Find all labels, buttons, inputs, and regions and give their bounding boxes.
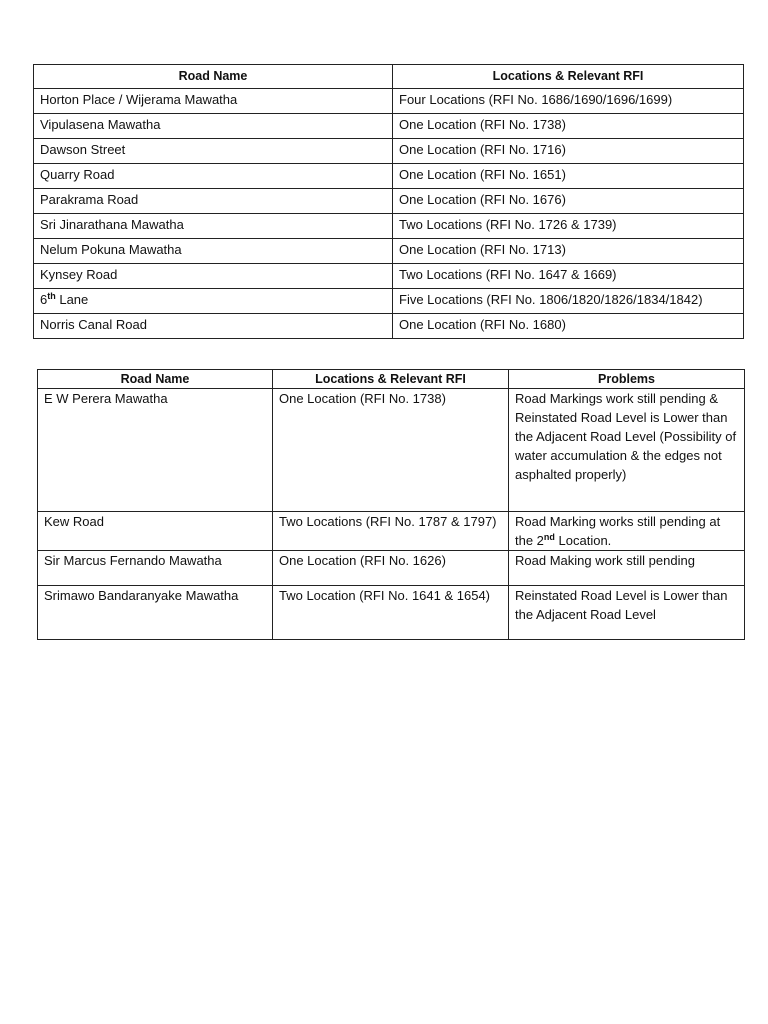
road-name-cell: Quarry Road: [34, 164, 393, 189]
table-row: [34, 114, 744, 139]
table-row: [34, 289, 744, 314]
problem-ordinal: nd: [543, 532, 555, 542]
road-name-cell: [34, 289, 393, 314]
header-road-name: Road Name: [34, 65, 393, 89]
table-header-row: [38, 370, 745, 389]
table-row: [34, 314, 744, 339]
table-row: [34, 214, 744, 239]
header-road-name: Road Name: [38, 370, 273, 389]
problem-cell: Road Markings work still pending & Reinstated Road Level is Lower than the Adjacent Road Level (Possibility of water accumulation & the edges not asphalted properly): [509, 389, 745, 512]
locations-cell: Four Locations (RFI No. 1686/1690/1696/1699): [393, 89, 744, 114]
locations-cell: Two Locations (RFI No. 1726 & 1739): [393, 214, 744, 239]
locations-cell: Five Locations (RFI No. 1806/1820/1826/1834/1842): [393, 289, 744, 314]
header-locations: Locations & Relevant RFI: [273, 370, 509, 389]
locations-cell: Two Locations (RFI No. 1647 & 1669): [393, 264, 744, 289]
header-problems: Problems: [509, 370, 745, 389]
road-name-cell: Horton Place / Wijerama Mawatha: [34, 89, 393, 114]
locations-cell: One Location (RFI No. 1651): [393, 164, 744, 189]
table-row: [34, 189, 744, 214]
table-header-row: [34, 65, 744, 89]
locations-cell: One Location (RFI No. 1676): [393, 189, 744, 214]
road-name-cell: Kew Road: [38, 512, 273, 551]
road-name-number: 6: [40, 292, 48, 307]
problem-cell: Road Making work still pending: [509, 551, 745, 586]
road-name-cell: Sri Jinarathana Mawatha: [34, 214, 393, 239]
road-name-rest: Lane: [55, 292, 89, 307]
table-row: [34, 139, 744, 164]
locations-cell: One Location (RFI No. 1713): [393, 239, 744, 264]
road-rfi-table: [33, 64, 744, 339]
locations-cell: Two Location (RFI No. 1641 & 1654): [273, 586, 509, 640]
road-name-cell: Dawson Street: [34, 139, 393, 164]
locations-cell: Two Locations (RFI No. 1787 & 1797): [273, 512, 509, 551]
locations-cell: One Location (RFI No. 1738): [393, 114, 744, 139]
problem-text-a: Road Marking works still pending at the 2: [515, 514, 721, 548]
table-row: [34, 89, 744, 114]
road-problems-table: [37, 369, 745, 640]
problem-cell: Reinstated Road Level is Lower than the Adjacent Road Level: [509, 586, 745, 640]
road-name-cell: Nelum Pokuna Mawatha: [34, 239, 393, 264]
road-name-cell: Kynsey Road: [34, 264, 393, 289]
road-name-cell: E W Perera Mawatha: [38, 389, 273, 512]
road-name-cell: Vipulasena Mawatha: [34, 114, 393, 139]
road-name-cell: Sir Marcus Fernando Mawatha: [38, 551, 273, 586]
problem-cell: [509, 512, 745, 551]
table-row: [34, 164, 744, 189]
header-locations: Locations & Relevant RFI: [393, 65, 744, 89]
table-row: [38, 586, 745, 640]
locations-cell: One Location (RFI No. 1680): [393, 314, 744, 339]
table-row: [34, 239, 744, 264]
problem-text-b: Location.: [554, 533, 612, 548]
table-row: [38, 389, 745, 512]
road-name-cell: Parakrama Road: [34, 189, 393, 214]
road-name-ordinal: th: [47, 291, 56, 301]
locations-cell: One Location (RFI No. 1716): [393, 139, 744, 164]
table-row: [38, 512, 745, 551]
table-row: [38, 551, 745, 586]
table-row: [34, 264, 744, 289]
road-name-cell: Srimawo Bandaranyake Mawatha: [38, 586, 273, 640]
locations-cell: One Location (RFI No. 1626): [273, 551, 509, 586]
locations-cell: One Location (RFI No. 1738): [273, 389, 509, 512]
road-name-cell: Norris Canal Road: [34, 314, 393, 339]
